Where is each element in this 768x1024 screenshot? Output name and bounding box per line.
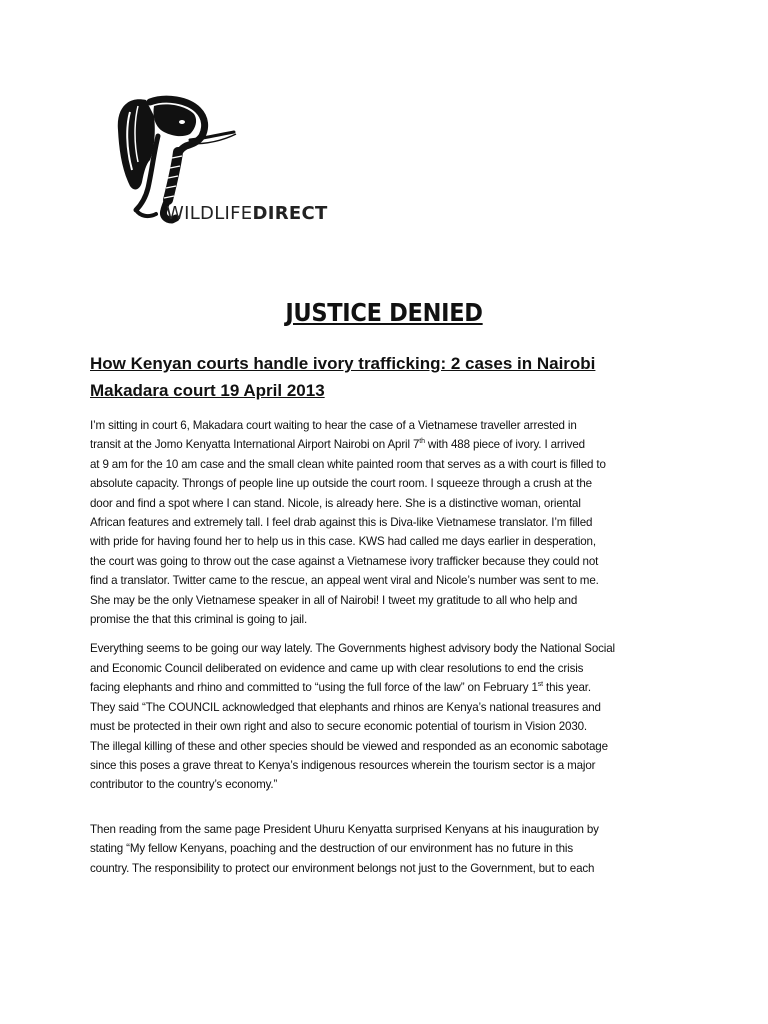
document-subtitle: [90, 350, 690, 404]
text-line: I’m sitting in court 6, Makadara court waiting to hear the case of a Vietnamese traveller arrested in: [90, 419, 577, 432]
document-title: JUSTICE DENIED: [285, 298, 483, 327]
text-line: stating “My fellow Kenyans, poaching and the destruction of our environment has no future in this: [90, 842, 573, 856]
text-line: with pride for having found her to help us in this case. KWS had called me days earlier in desperation,: [90, 535, 596, 549]
text-line: promise the that this criminal is going to jail.: [90, 613, 308, 627]
text-line: The illegal killing of these and other species should be viewed and responded as an economic sabotage: [90, 739, 608, 753]
text-line: contributor to the country’s economy.”: [90, 778, 278, 792]
superscript: st: [537, 681, 543, 689]
text-line: find a translator. Twitter came to the rescue, an appeal went viral and Nicole’s number was sent to me.: [90, 574, 599, 588]
text-line: [90, 678, 690, 697]
subtitle-line-1: How Kenyan courts handle ivory trafficking: 2 cases in Nairobi: [90, 354, 596, 373]
text-line: Everything seems to be going our way lately. The Governments highest advisory body the National Social: [90, 642, 615, 656]
text-line: since this poses a grave threat to Kenya’s indigenous resources wherein the tourism sector is a major: [90, 758, 596, 772]
article-body: [90, 416, 690, 888]
text-segment: transit at the Jomo Kenyatta International Airport Nairobi on April 7: [90, 438, 420, 452]
text-line: must be protected in their own right and also to secure economic potential of tourism in Vision 2030.: [90, 720, 587, 734]
text-line: at 9 am for the 10 am case and the small clean white painted room that serves as a with court is filled to: [90, 457, 606, 471]
text-segment: facing elephants and rhino and committed to “using the full force of the law” on February 1: [90, 681, 538, 695]
wildlife-direct-logo: [106, 92, 346, 232]
text-line: [90, 435, 690, 454]
text-line: door and find a spot where I can stand. Nicole, is already here. She is a distinctive woman, oriental: [90, 496, 581, 510]
text-line: Then reading from the same page President Uhuru Kenyatta surprised Kenyans at his inauguration by: [90, 822, 599, 836]
paragraph-3: [90, 820, 690, 878]
logo-text-bold: DIRECT: [252, 203, 328, 224]
text-segment: with 488 piece of ivory. I arrived: [424, 438, 585, 452]
subtitle-line-2: Makadara court 19 April 2013: [90, 381, 325, 400]
text-line: country. The responsibility to protect our environment belongs not just to the Government, but to each: [90, 861, 595, 875]
superscript: th: [419, 438, 425, 446]
text-line: absolute capacity. Throngs of people line up outside the court room. I squeeze through a crush at the: [90, 477, 592, 491]
text-line: the court was going to throw out the case against a Vietnamese ivory trafficker because they could not: [90, 554, 599, 568]
text-line: They said “The COUNCIL acknowledged that elephants and rhinos are Kenya’s national treasures and: [90, 700, 601, 714]
paragraph-2: [90, 639, 690, 794]
text-line: and Economic Council deliberated on evidence and came up with clear resolutions to end the crisis: [90, 661, 584, 675]
logo-wordmark: [166, 203, 328, 224]
text-segment: this year.: [542, 681, 591, 695]
logo-text-light: WILDLIFE: [166, 203, 253, 224]
text-line: African features and extremely tall. I feel drab against this is Diva-like Vietnamese translator. I’m filled: [90, 516, 593, 530]
text-line: She may be the only Vietnamese speaker in all of Nairobi! I tweet my gratitude to all who help and: [90, 593, 578, 607]
paragraph-1: [90, 416, 690, 629]
